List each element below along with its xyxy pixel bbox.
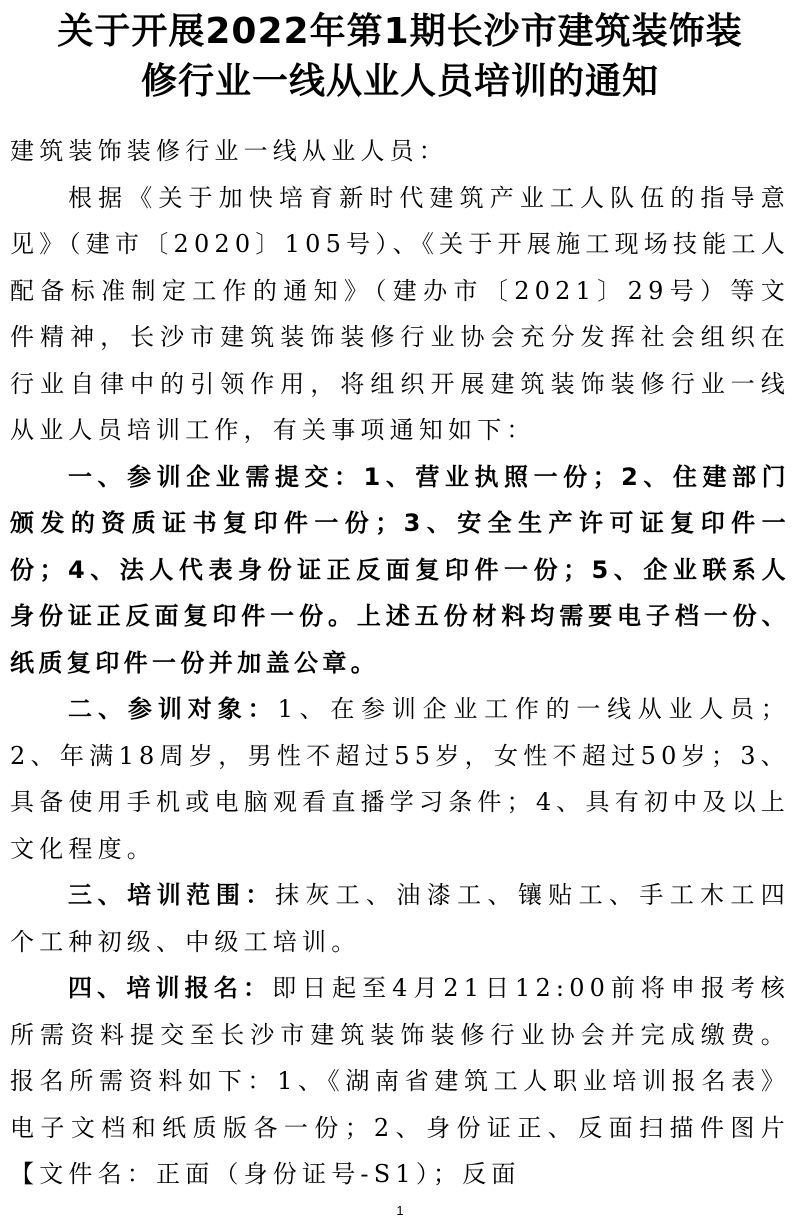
document-title-line-1: 关于开展2022年第1期长沙市建筑装饰装 [57,11,743,52]
section-2-paragraph [10,686,790,872]
section-2-body: 1、在参训企业工作的一线从业人员；2、年满18周岁，男性不超过55岁，女性不超过50岁；3、具备使用手机或电脑观看直播学习条件；4、具有初中及以上文化程度。 [10,695,790,863]
section-4-heading: 四、培训报名： [68,974,273,1002]
document-body [10,128,790,1198]
section-3-body: 抹灰工、油漆工、镶贴工、手工木工四个工种初级、中级工培训。 [10,881,790,956]
section-2-heading: 二、参训对象： [68,695,278,723]
section-4-body: 即日起至4月21日12:00前将申报考核所需资料提交至长沙市建筑装饰装修行业协会并完成缴费。报名所需资料如下：1、《湖南省建筑工人职业培训报名表》电子文档和纸质版各一份；2、身份证正、反面扫描件图片【文件名：正面（身份证号-S1）；反面 [10,974,790,1188]
section-3-paragraph [10,872,790,965]
section-1-paragraph: 一、参训企业需提交：1、营业执照一份；2、住建部门颁发的资质证书复印件一份；3、安全生产许可证复印件一份；4、法人代表身份证正反面复印件一份；5、企业联系人身份证正反面复印件一份。上述五份材料均需要电子档一份、纸质复印件一份并加盖公章。 [10,462,790,677]
intro-paragraph: 根据《关于加快培育新时代建筑产业工人队伍的指导意见》（建市〔2020〕105号）、《关于开展施工现场技能工人配备标准制定工作的通知》（建办市〔2021〕29号）等文件精神，长沙市建筑装饰装修行业协会充分发挥社会组织在行业自律中的引领作用，将组织开展建筑装饰装修行业一线从业人员培训工作，有关事项通知如下： [10,183,790,444]
document-title-line-2: 修行业一线从业人员培训的通知 [140,61,659,102]
salutation: 建筑装饰装修行业一线从业人员： [10,137,448,165]
section-3-heading: 三、培训范围： [68,881,275,909]
page-number: 1 [396,1203,404,1218]
section-4-paragraph [10,965,790,1198]
